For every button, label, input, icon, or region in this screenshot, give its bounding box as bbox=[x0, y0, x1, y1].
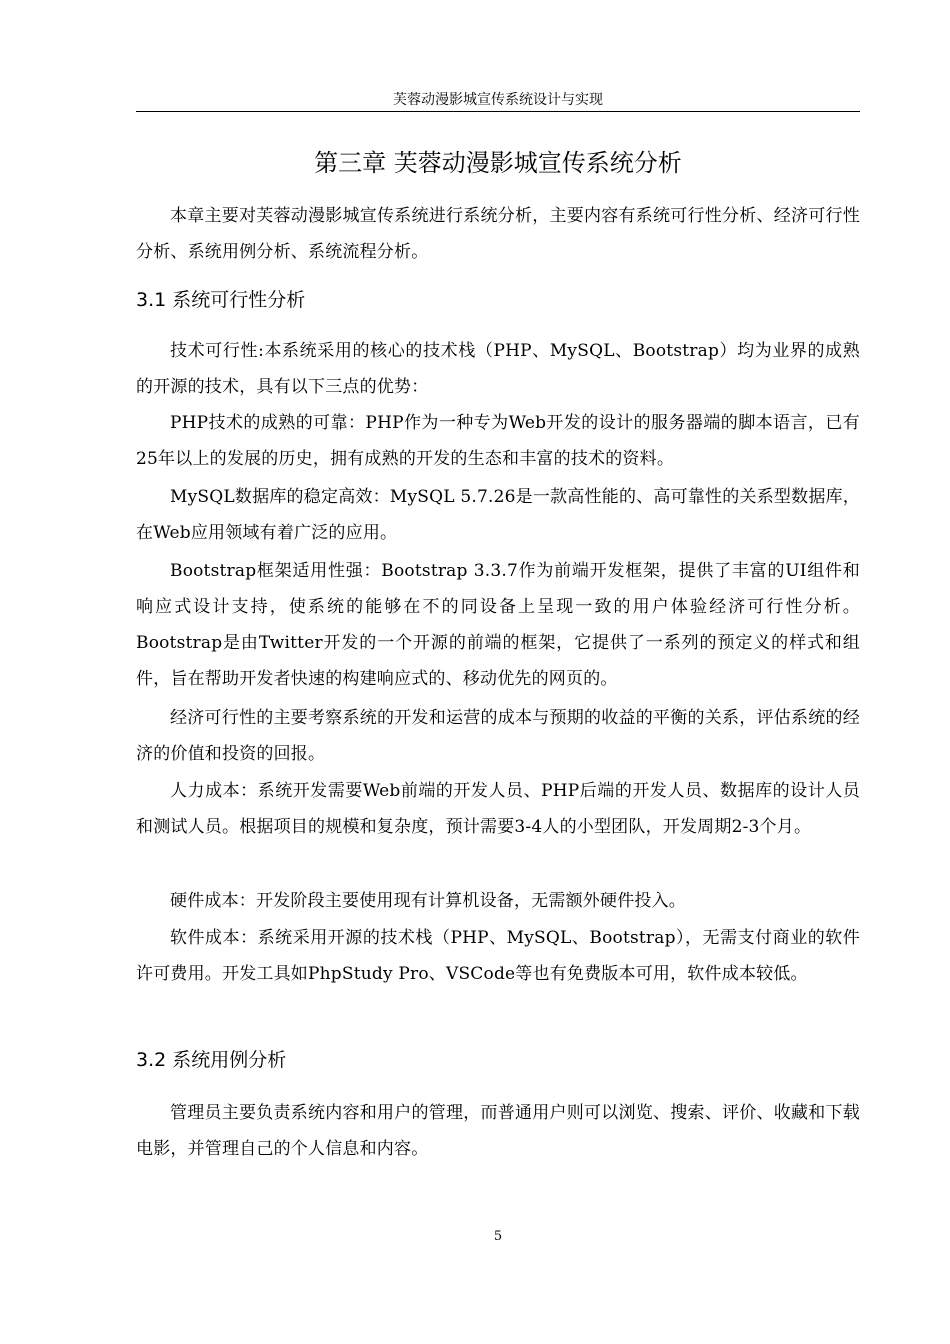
header-divider bbox=[136, 111, 860, 112]
paragraph-hardware-cost: 硬件成本：开发阶段主要使用现有计算机设备，无需额外硬件投入。 bbox=[170, 891, 686, 911]
paragraph-technical-feasibility: 技术可行性:本系统采用的核心的技术栈（PHP、MySQL、Bootstrap）均为业界的成熟的开源的技术，具有以下三点的优势： bbox=[136, 341, 860, 397]
section-heading-3-1: 3.1 系统可行性分析 bbox=[136, 289, 306, 311]
page-number: 5 bbox=[493, 1229, 503, 1244]
paragraph-economic-feasibility: 经济可行性的主要考察系统的开发和运营的成本与预期的收益的平衡的关系，评估系统的经济的价值和投资的回报。 bbox=[136, 708, 860, 764]
paragraph-software-cost: 软件成本：系统采用开源的技术栈（PHP、MySQL、Bootstrap），无需支付商业的软件许可费用。开发工具如PhpStudy Pro、VSCode等也有免费版本可用，软件成本较低。 bbox=[136, 928, 860, 984]
paragraph-php: PHP技术的成熟的可靠：PHP作为一种专为Web开发的设计的服务器端的脚本语言，已有25年以上的发展的历史，拥有成熟的开发的生态和丰富的技术的资料。 bbox=[136, 413, 860, 469]
intro-paragraph: 本章主要对芙蓉动漫影城宣传系统进行系统分析，主要内容有系统可行性分析、经济可行性分析、系统用例分析、系统流程分析。 bbox=[136, 206, 860, 262]
paragraph-mysql: MySQL数据库的稳定高效：MySQL 5.7.26是一款高性能的、高可靠性的关系型数据库，在Web应用领域有着广泛的应用。 bbox=[136, 487, 860, 543]
section-heading-3-2: 3.2 系统用例分析 bbox=[136, 1049, 287, 1071]
paragraph-labor-cost: 人力成本：系统开发需要Web前端的开发人员、PHP后端的开发人员、数据库的设计人员和测试人员。根据项目的规模和复杂度，预计需要3-4人的小型团队，开发周期2-3个月。 bbox=[136, 781, 860, 837]
chapter-title: 第三章 芙蓉动漫影城宣传系统分析 bbox=[314, 149, 682, 177]
paragraph-bootstrap: Bootstrap框架适用性强：Bootstrap 3.3.7作为前端开发框架，提供了丰富的UI组件和响应式设计支持，使系统的能够在不的同设备上呈现一致的用户体验经济可行性分析。Bootstrap是由Twitter开发的一个开源的前端的框架，它提供了一系列的预定义的样式和组件，旨在帮助开发者快速的构建响应式的、移动优先的网页的。 bbox=[136, 561, 860, 689]
paragraph-use-case: 管理员主要负责系统内容和用户的管理，而普通用户则可以浏览、搜索、评价、收藏和下载电影，并管理自己的个人信息和内容。 bbox=[136, 1103, 860, 1159]
running-header: 芙蓉动漫影城宣传系统设计与实现 bbox=[393, 92, 603, 108]
